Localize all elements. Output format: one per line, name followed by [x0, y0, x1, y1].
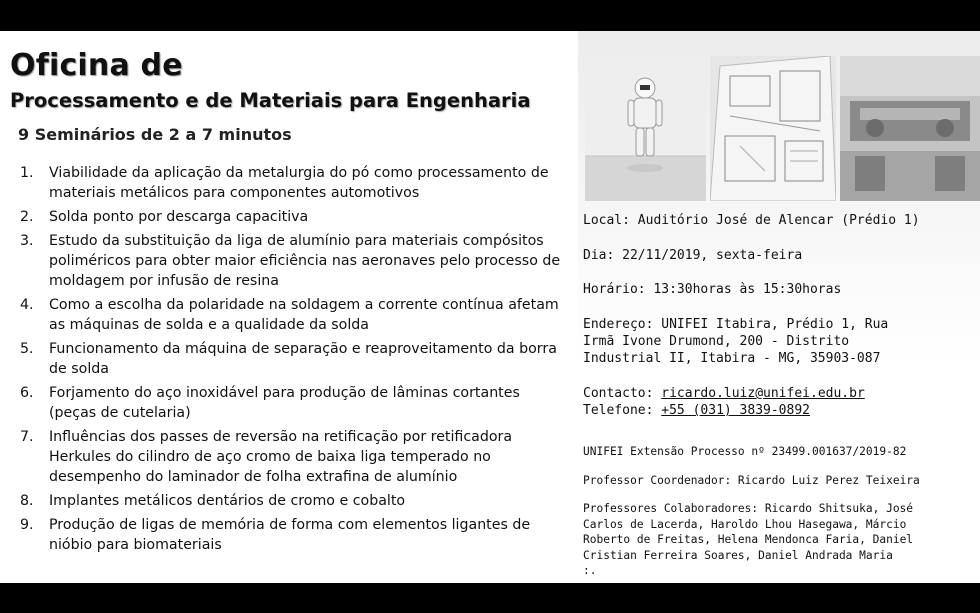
astronaut-image [585, 56, 706, 201]
list-item: 3. Estudo da substituição da liga de alumínio para materiais compósitos poliméricos para obter maior eficiência nas aeronaves pelo processo de moldagem por infusão de resina [20, 233, 561, 289]
header-images [585, 56, 980, 206]
list-item: 4. Como a escolha da polaridade na soldagem a corrente contínua afetam as máquinas de solda e a qualidade da solda [20, 297, 559, 333]
contact-email-link[interactable]: ricardo.luiz@unifei.edu.br [661, 386, 865, 401]
event-time: Horário: 13:30horas às 15:30horas [583, 282, 842, 297]
list-item: 1. Viabilidade da aplicação da metalurgia do pó como processamento de materiais metálicos para componentes automotivos [20, 165, 549, 201]
coordinator: Professor Coordenador: Ricardo Luiz Perez Teixeira [583, 474, 920, 487]
list-item: 9. Produção de ligas de memória de forma com elementos ligantes de nióbio para biomateriais [20, 517, 531, 553]
extension-process: UNIFEI Extensão Processo nº 23499.001637/2019-82 [583, 445, 907, 458]
machinery-image [840, 56, 980, 201]
phone-link[interactable]: +55 (031) 3839-0892 [661, 403, 810, 418]
list-item: 6. Forjamento do aço inoxidável para produção de lâminas cortantes (peças de cutelaria) [20, 385, 520, 421]
contact-line [583, 385, 865, 402]
event-address: Endereço: UNIFEI Itabira, Prédio 1, Rua Irmã Ivone Drumond, 200 - Distrito Industrial II, Itabira - MG, 35903-087 [583, 317, 889, 366]
list-item: 7. Influências dos passes de reversão na retificação por retificadora Herkules do cilindro de aço cromo de baixa liga temperado no desempenho do laminador de folha extrafina de alumínio [20, 429, 513, 485]
seminar-list [0, 163, 570, 559]
collaborators: Professores Colaboradores: Ricardo Shitsuka, José Carlos de Lacerda, Haroldo Lhou Hasegawa, Márcio Roberto de Freitas, Helena Mendonca Faria, Daniel Cristian Ferreira Soares, Daniel Andrada Maria :. [583, 502, 914, 577]
slide [0, 31, 980, 583]
phone-label: Telefone: [583, 403, 662, 418]
subtitle: 9 Seminários de 2 a 7 minutos [18, 125, 292, 144]
event-local: Local: Auditório José de Alencar (Prédio 1) [583, 213, 920, 228]
event-date: Dia: 22/11/2019, sexta-feira [583, 248, 803, 263]
title-line-1: Oficina de [10, 48, 183, 83]
contact-label: Contacto: [583, 386, 662, 401]
list-item: 8. Implantes metálicos dentários de cromo e cobalto [20, 493, 406, 509]
list-item: 2. Solda ponto por descarga capacitiva [20, 209, 309, 225]
title-line-2: Processamento e de Materiais para Engenharia [10, 89, 531, 112]
list-item: 5. Funcionamento da máquina de separação e reaproveitamento da borra de solda [20, 341, 557, 377]
phone-line [583, 402, 810, 419]
technical-drawing-image [710, 56, 836, 201]
